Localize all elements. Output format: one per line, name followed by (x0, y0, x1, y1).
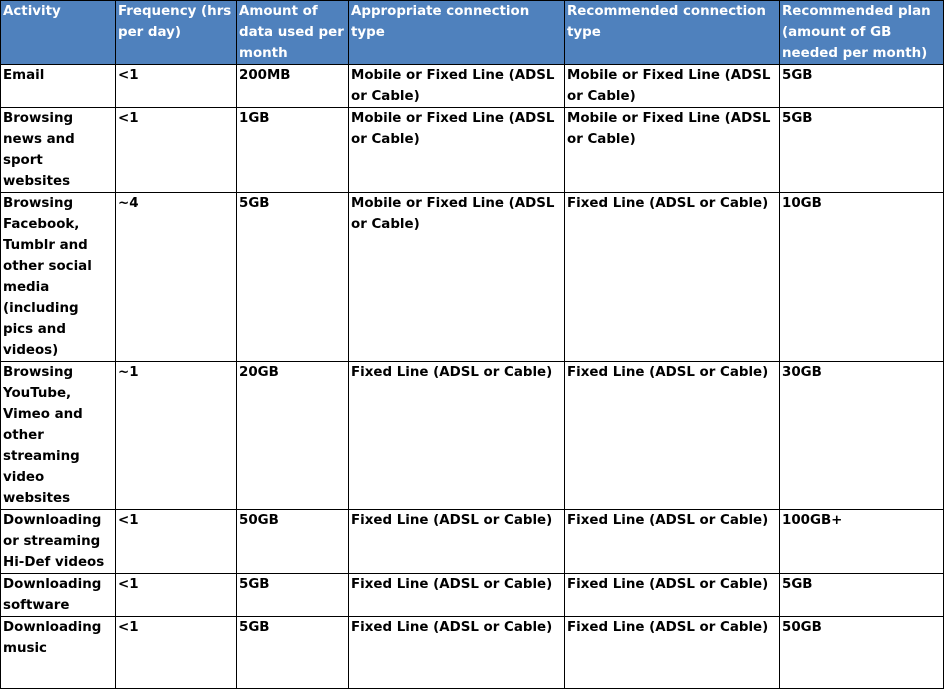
cell-data-used: 50GB (237, 510, 349, 574)
cell-recommended-plan: 10GB (780, 193, 944, 362)
cell-appropriate-connection: Fixed Line (ADSL or Cable) (349, 362, 565, 510)
cell-recommended-connection: Mobile or Fixed Line (ADSL or Cable) (565, 65, 780, 108)
cell-activity: Downloading or streaming Hi-Def videos (1, 510, 116, 574)
cell-recommended-plan: 5GB (780, 108, 944, 193)
cell-recommended-plan: 100GB+ (780, 510, 944, 574)
table-row (1, 108, 944, 193)
cell-frequency: ~4 (116, 193, 237, 362)
column-header-data-used: Amount of data used per month (237, 1, 349, 65)
column-header-activity: Activity (1, 1, 116, 65)
cell-data-used: 20GB (237, 362, 349, 510)
cell-frequency: <1 (116, 617, 237, 689)
column-header-frequency: Frequency (hrs per day) (116, 1, 237, 65)
table-row (1, 65, 944, 108)
cell-frequency: <1 (116, 65, 237, 108)
column-header-appropriate-connection: Appropriate connection type (349, 1, 565, 65)
cell-appropriate-connection: Mobile or Fixed Line (ADSL or Cable) (349, 65, 565, 108)
cell-activity: Browsing news and sport websites (1, 108, 116, 193)
table-header (1, 1, 944, 65)
cell-data-used: 5GB (237, 193, 349, 362)
table-row (1, 510, 944, 574)
cell-activity: Downloading software (1, 574, 116, 617)
cell-activity: Browsing Facebook, Tumblr and other social media (including pics and videos) (1, 193, 116, 362)
cell-appropriate-connection: Fixed Line (ADSL or Cable) (349, 617, 565, 689)
cell-data-used: 5GB (237, 574, 349, 617)
table-row (1, 362, 944, 510)
cell-appropriate-connection: Fixed Line (ADSL or Cable) (349, 510, 565, 574)
cell-recommended-plan: 30GB (780, 362, 944, 510)
cell-frequency: <1 (116, 108, 237, 193)
cell-recommended-plan: 50GB (780, 617, 944, 689)
cell-recommended-connection: Fixed Line (ADSL or Cable) (565, 510, 780, 574)
column-header-recommended-connection: Recommended connection type (565, 1, 780, 65)
cell-frequency: ~1 (116, 362, 237, 510)
table-row (1, 574, 944, 617)
table-row (1, 193, 944, 362)
cell-recommended-plan: 5GB (780, 574, 944, 617)
cell-appropriate-connection: Fixed Line (ADSL or Cable) (349, 574, 565, 617)
table-body (1, 65, 944, 689)
cell-recommended-connection: Fixed Line (ADSL or Cable) (565, 362, 780, 510)
cell-recommended-connection: Fixed Line (ADSL or Cable) (565, 617, 780, 689)
cell-recommended-connection: Fixed Line (ADSL or Cable) (565, 193, 780, 362)
cell-recommended-connection: Mobile or Fixed Line (ADSL or Cable) (565, 108, 780, 193)
header-row (1, 1, 944, 65)
cell-data-used: 5GB (237, 617, 349, 689)
cell-appropriate-connection: Mobile or Fixed Line (ADSL or Cable) (349, 108, 565, 193)
table-row (1, 617, 944, 689)
cell-recommended-plan: 5GB (780, 65, 944, 108)
cell-appropriate-connection: Mobile or Fixed Line (ADSL or Cable) (349, 193, 565, 362)
column-header-recommended-plan: Recommended plan (amount of GB needed per month) (780, 1, 944, 65)
cell-activity: Downloading music (1, 617, 116, 689)
cell-activity: Browsing YouTube, Vimeo and other streaming video websites (1, 362, 116, 510)
cell-activity: Email (1, 65, 116, 108)
cell-data-used: 200MB (237, 65, 349, 108)
cell-recommended-connection: Fixed Line (ADSL or Cable) (565, 574, 780, 617)
cell-frequency: <1 (116, 510, 237, 574)
cell-data-used: 1GB (237, 108, 349, 193)
cell-frequency: <1 (116, 574, 237, 617)
